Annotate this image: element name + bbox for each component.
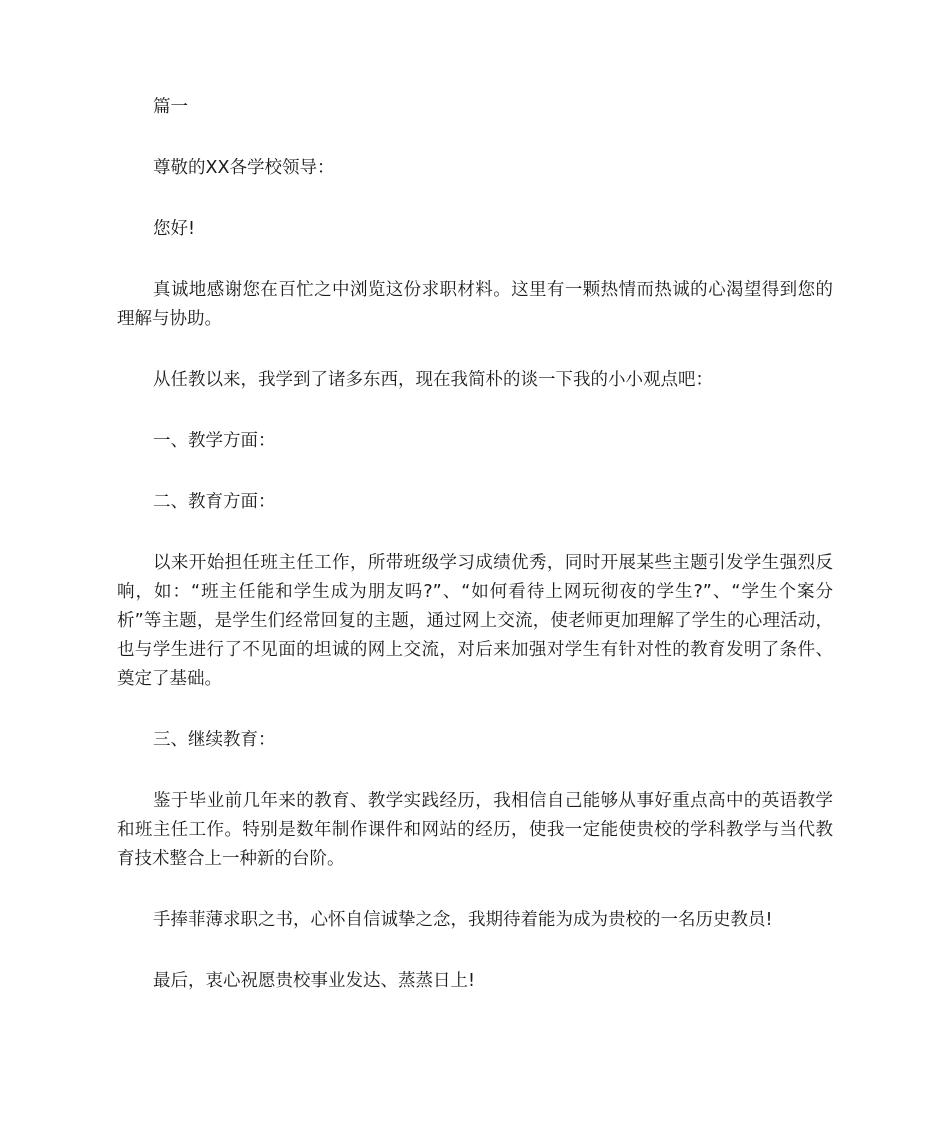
opening-paragraph: 从任教以来，我学到了诸多东西，现在我简朴的谈一下我的小小观点吧： [153,370,713,390]
document-page [117,93,833,996]
experience-paragraph: 鉴于毕业前几年来的教育、教学实践经历，我相信自己能够从事好重点高中的英语教学和班主任工作。特别是数年制作课件和网站的经历，使我一定能使贵校的学科教学与当代教育技术整合上一种新的台阶。 [117,791,833,869]
subheading-teaching: 一、教学方面： [153,431,276,451]
intro-paragraph: 真诚地感谢您在百忙之中浏览这份求职材料。这里有一颗热情而热诚的心渴望得到您的理解与协助。 [117,280,833,329]
final-wishes: 最后，衷心祝愿贵校事业发达、蒸蒸日上! [153,971,476,991]
closing-paragraph: 手捧菲薄求职之书，心怀自信诚挚之念，我期待着能为成为贵校的一名历史教员! [153,910,773,930]
greeting: 您好! [153,219,196,239]
section-heading: 篇一 [153,97,188,117]
salutation: 尊敬的XX各学校领导： [153,158,335,178]
subheading-continuing-education: 三、继续教育： [153,730,276,750]
subheading-education: 二、教育方面： [153,492,276,512]
education-paragraph: 以来开始担任班主任工作，所带班级学习成绩优秀，同时开展某些主题引发学生强烈反响，如：“班主任能和学生成为朋友吗?”、“如何看待上网玩彻夜的学生?”、“学生个案分析”等主题，是学生们经常回复的主题，通过网上交流，使老师更加理解了学生的心理活动，也与学生进行了不见面的坦诚的网上交流，对后来加强对学生有针对性的教育发明了条件、奠定了基础。 [117,553,833,689]
